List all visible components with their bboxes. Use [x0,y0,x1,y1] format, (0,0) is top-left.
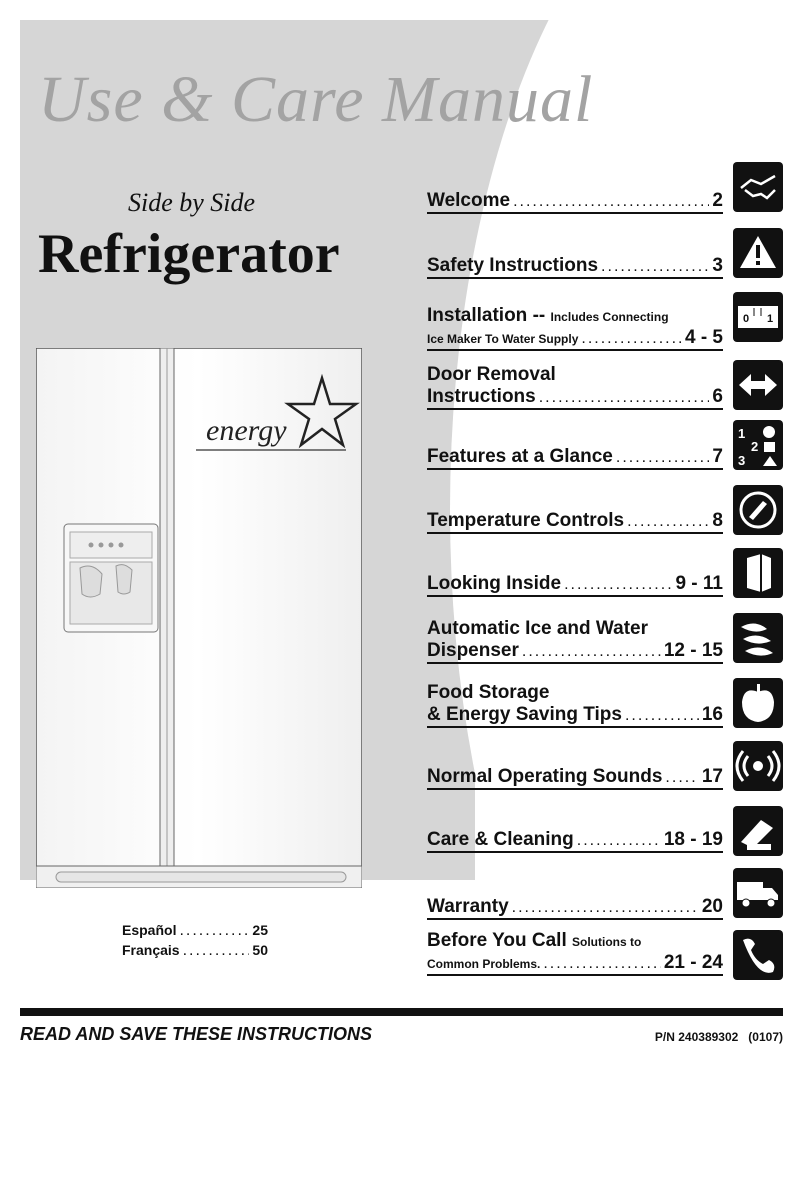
toc-entry[interactable] [427,618,723,664]
language-index [122,922,268,962]
toc-label: Features at a Glance [427,446,613,467]
toc-label-line2: & Energy Saving Tips [427,704,622,725]
toc-page: 17 [701,766,723,787]
toc-entry[interactable] [427,190,723,214]
footer-instruction: READ AND SAVE THESE INSTRUCTIONS [20,1024,373,1044]
product-name: Refrigerator [38,223,340,285]
language-label: Français [122,942,180,958]
language-label: Español [122,922,177,938]
toc-entry[interactable] [427,930,723,976]
toc-entry[interactable] [427,305,723,351]
handshake-icon [733,162,783,212]
ice-dispenser-icon [733,613,783,663]
toc-entry[interactable] [427,682,723,728]
energy-logo-text: energy [206,414,287,447]
toc-label: Before You Call [427,930,567,951]
dial-hand-icon [733,485,783,535]
product-subtitle: Side by Side [128,188,256,217]
refrigerator-illustration [36,348,362,888]
toc-page: 7 [712,446,723,467]
toc-label: Warranty [427,896,509,917]
toc-entry[interactable] [427,364,723,410]
truck-icon [733,868,783,918]
toc-note: Solutions to [572,935,642,949]
toc-entry[interactable] [427,829,723,853]
toc-entry[interactable] [427,446,723,470]
toc-label: Safety Instructions [427,255,599,276]
svg-text:1: 1 [767,313,774,325]
toc-label: Looking Inside [427,573,562,594]
toc-label: Normal Operating Sounds [427,766,663,787]
toc-label: Welcome [427,190,511,211]
toc-note: Includes Connecting [550,310,669,324]
apple-icon [733,678,783,728]
level-ruler-icon [733,292,783,342]
double-arrow-icon [733,360,783,410]
toc-page: 18 - 19 [663,829,723,850]
cleaning-hand-icon [733,806,783,856]
part-number: P/N 240389302 (0107) [654,1030,783,1044]
language-francais[interactable] [122,942,268,960]
toc-page: 21 - 24 [663,952,723,973]
toc-page: 8 [712,510,723,531]
toc-entry[interactable] [427,896,723,920]
toc-page: 2 [712,190,723,211]
language-page: 50 [252,942,268,958]
sound-waves-icon [733,741,783,791]
svg-text:3: 3 [738,453,746,468]
toc-label: Care & Cleaning [427,829,574,850]
language-page: 25 [252,922,268,938]
svg-text:1: 1 [738,426,746,441]
toc-label-line2: Instructions [427,386,536,407]
svg-text:2: 2 [751,439,759,454]
phone-icon [733,930,783,980]
toc-entry[interactable] [427,255,723,279]
toc-label-line2: Common Problems. [427,957,541,971]
toc-label: Food Storage [427,682,550,703]
fridge-box-icon [733,548,783,598]
svg-text:0: 0 [743,313,750,325]
toc-label-line2: Ice Maker To Water Supply [427,332,579,346]
footer-rule [20,1008,783,1016]
toc-page: 20 [701,896,723,917]
toc-page: 6 [712,386,723,407]
toc-page: 16 [701,704,723,725]
manual-title: Use & Care Manual [38,63,594,136]
toc-entry[interactable] [427,573,723,597]
toc-label: Automatic Ice and Water [427,618,649,639]
toc-page: 9 - 11 [675,573,723,594]
language-espanol[interactable] [122,922,268,940]
numbered-shapes-icon [733,420,783,470]
toc-page: 4 - 5 [684,327,723,348]
toc-entry[interactable] [427,510,723,534]
toc-label: Temperature Controls [427,510,625,531]
toc-label: Installation -- [427,305,546,326]
toc-label: Door Removal [427,364,556,385]
toc-page: 12 - 15 [663,640,723,661]
warning-icon [733,228,783,278]
toc-entry[interactable] [427,766,723,790]
toc-page: 3 [712,255,723,276]
toc-label-line2: Dispenser [427,640,519,661]
